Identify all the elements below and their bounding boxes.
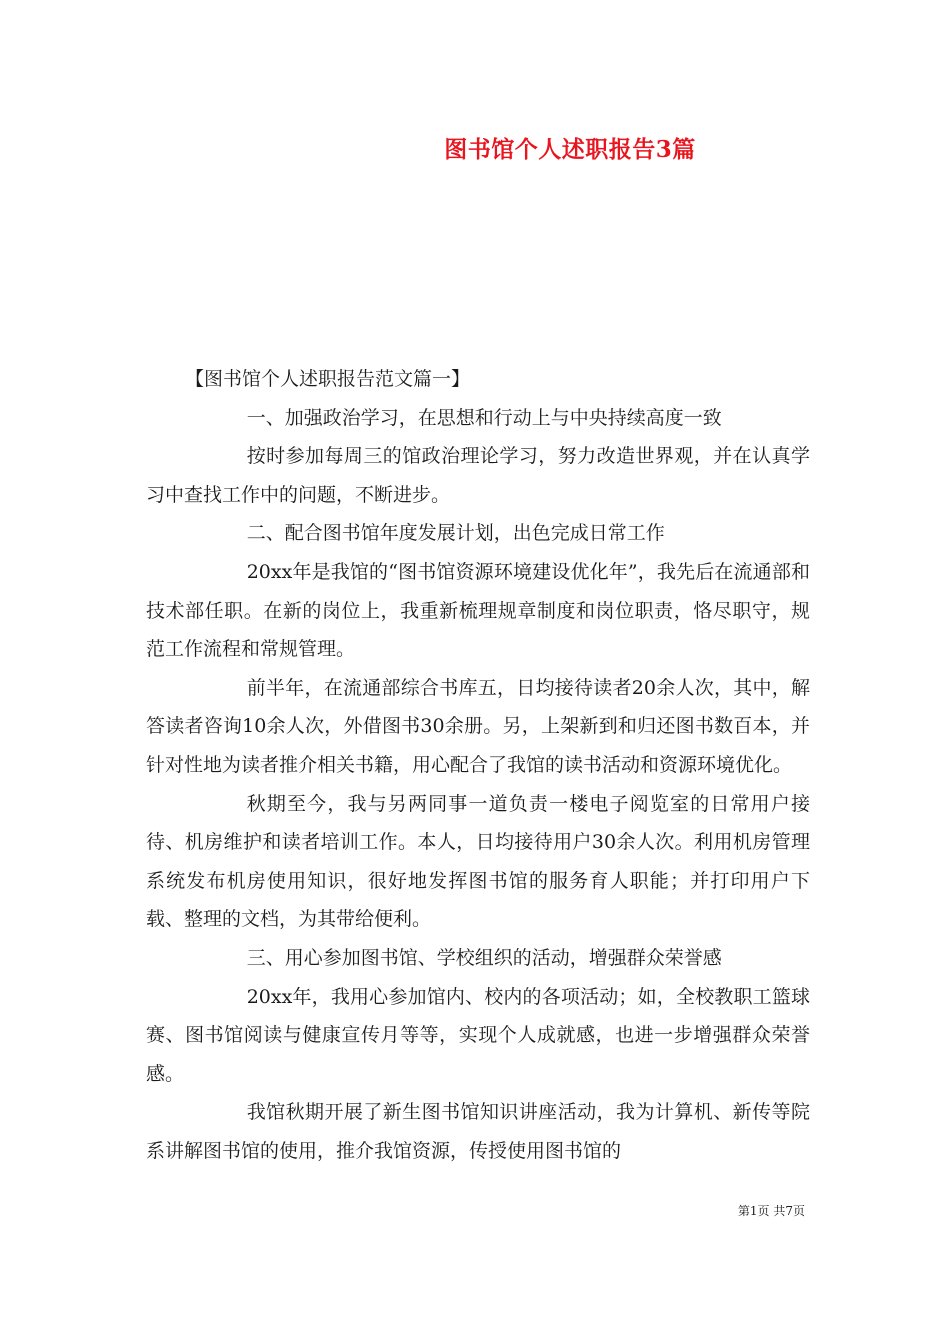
paragraph-heading-1: 一、加强政治学习，在思想和行动上与中央持续高度一致 [246, 406, 722, 429]
paragraph-heading-2: 二、配合图书馆年度发展计划，出色完成日常工作 [246, 522, 665, 545]
paragraph-1: 按时参加每周三的馆政治理论学习，努力改造世界观，并在认真学习中查找工作中的问题，不断进步。 [146, 445, 810, 506]
paragraph-5: 20xx年，我用心参加馆内、校内的各项活动；如，全校教职工篮球赛、图书馆阅读与健康宣传月等等，实现个人成就感，也进一步增强群众荣誉感。 [146, 985, 810, 1085]
paragraph-4: 秋期至今，我与另两同事一道负责一楼电子阅览室的日常用户接待、机房维护和读者培训工作。本人，日均接待用户30余人次。利用机房管理系统发布机房使用知识，很好地发挥图书馆的服务育人职能；并打印用户下载、整理的文档，为其带给便利。 [146, 792, 810, 931]
document-body [146, 360, 810, 1170]
document-title: 图书馆个人述职报告3篇 [444, 136, 696, 163]
paragraph-heading-3: 三、用心参加图书馆、学校组织的活动，增强群众荣誉感 [246, 946, 722, 969]
paragraph-2: 20xx年是我馆的“图书馆资源环境建设优化年”，我先后在流通部和技术部任职。在新的岗位上，我重新梳理规章制度和岗位职责，恪尽职守，规范工作流程和常规管理。 [146, 560, 810, 661]
paragraph-6: 我馆秋期开展了新生图书馆知识讲座活动，我为计算机、新传等院系讲解图书馆的使用，推介我馆资源，传授使用图书馆的 [146, 1101, 810, 1162]
page-footer: 第1页 共7页 [737, 1204, 805, 1218]
paragraph-3: 前半年，在流通部综合书库五，日均接待读者20余人次，其中，解答读者咨询10余人次，外借图书30余册。另，上架新到和归还图书数百本，并针对性地为读者推介相关书籍，用心配合了我馆的读书活动和资源环境优化。 [146, 676, 810, 776]
section-heading: 【图书馆个人述职报告范文篇一】 [184, 368, 470, 390]
